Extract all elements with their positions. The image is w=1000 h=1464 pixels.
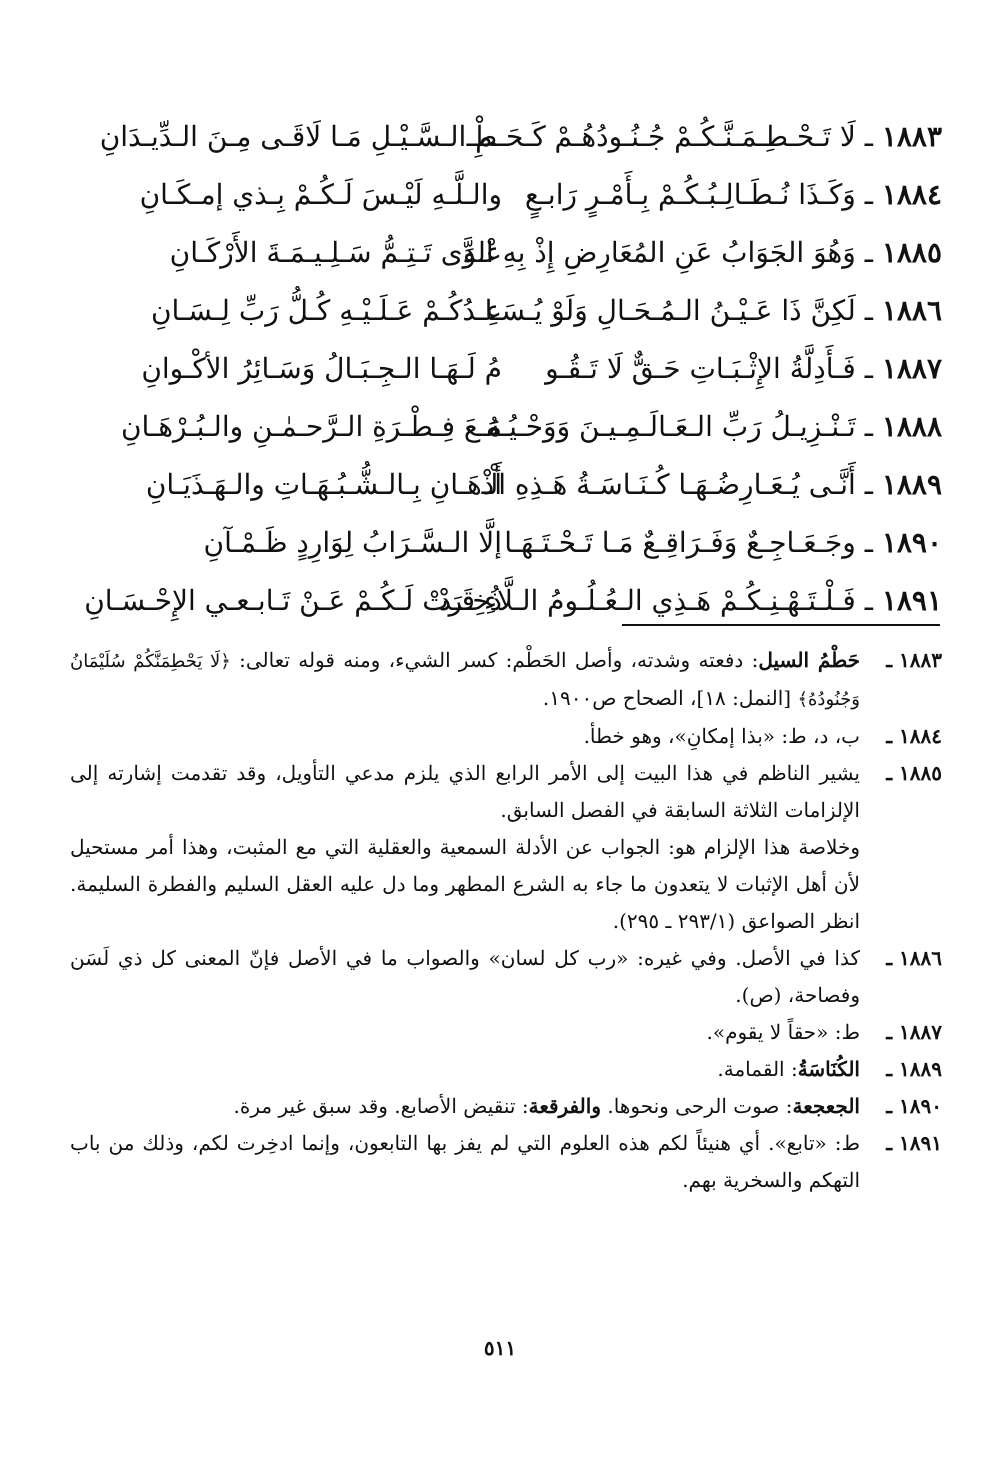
footnote-paragraph: وخلاصة هذا الإلزام هو: الجواب عن الأدلة السمعية والعقلية التي مع المثبت، وهذا أمر مستحيل لأن أهل الإثبات لا يتعدون ما جاء به الشرع المطهر وما دل عليه العقل السليم والفطرة السليمة. انظر الصواعق (٢٩٣/١ ـ ٢٩٥). <box>70 835 860 933</box>
footnote-1890 <box>70 1088 942 1125</box>
verse-first-hemistich: ١٨٨٦ ـ لَكِنَّ ذَا عَـيْـنُ الـمُـحَـالِ وَلَوْ يُـسَـا <box>484 294 942 327</box>
footnote-keyword: والفرقعة <box>528 1094 601 1118</box>
verse-first-hemistich: ١٨٨٨ ـ تَـنْـزِيـلُ رَبِّ الـعَـالَـمِـيـنَ وَوَحْـيُـهُ <box>485 410 942 443</box>
verse-1884 <box>70 166 942 224</box>
footnote-paragraph: يشير الناظم في هذا البيت إلى الأمر الرابع الذي يلزم مدعي التأويل، وقد تقدمت إشارته إلى الإلزامات الثلاثة السابقة في الفصل السابق. <box>70 761 860 822</box>
verse-text: تَـنْـزِيـلُ رَبِّ الـعَـالَـمِـيـنَ وَوَحْـيُـهُ <box>485 410 856 443</box>
footnote-text: ط: «تابع». أي هنيئاً لكم هذه العلوم التي لم يفز بها التابعون، وإنما ادخِرت لكم، وذلك من باب التهكم والسخرية بهم. <box>70 1131 860 1192</box>
verse-text: لَا تَـحْـطِـمَـنَّـكُـمْ جُـنُـودُهُـمْ كَـحَـطْـ <box>466 120 856 153</box>
footnote-keyword: حَطْمُ السيل <box>758 648 860 672</box>
verse-second-hemistich: إلَّا الـسَّـرَابُ لِوَارِدٍ ظَـمْـآنِ <box>203 526 502 559</box>
footnote-number: ١٨٨٧ ـ <box>886 1020 942 1044</box>
verse-second-hemistich: أَذْهَـانِ بِـالـشُّـبُـهَـاتِ والـهَـذَيَـانِ <box>145 468 502 501</box>
footnote-text <box>70 1088 860 1125</box>
poem-verses <box>70 108 942 630</box>
footnote-text-part: : تنقيض الأصابع. وقد سبق غير مرة. <box>233 1094 529 1118</box>
verse-1883 <box>70 108 942 166</box>
verse-number: ١٨٨٤ <box>881 178 942 211</box>
footnote-text: ب، د، ط: «بذا إمكانِ»، وهو خطأ. <box>583 724 860 748</box>
footnote-1885 <box>70 755 942 940</box>
footnote-text <box>70 642 860 718</box>
verse-second-hemistich: عْـوَى تَـتِـمُّ سَـلِـيـمَـةَ الأَرْكَـانِ <box>169 236 502 269</box>
verse-first-hemistich: ١٨٩٠ ـ وجَـعَـاجِـعٌ وَفَـرَاقِـعٌ مَـا تَـحْـتَـهَـا <box>504 526 942 559</box>
verse-1885 <box>70 224 942 282</box>
footnote-1883 <box>70 642 942 718</box>
footnote-text <box>70 755 860 940</box>
footnote-text-part: [النمل: ١٨]، الصحاح ص١٩٠٠. <box>542 686 798 710</box>
footnote-number: ١٨٨٤ ـ <box>886 724 942 748</box>
verse-text: وَهُوَ الجَوَابُ عَنِ المُعَارِضِ إِذْ بِهِ الدَّ <box>462 236 856 269</box>
verse-first-hemistich: ١٨٨٥ ـ وَهُوَ الجَوَابُ عَنِ المُعَارِضِ إِذْ بِهِ الدَّ <box>462 236 942 269</box>
footnote-number: ١٨٨٩ ـ <box>886 1057 942 1081</box>
footnote-text: ط: «حقاً لا يقوم». <box>706 1020 860 1044</box>
footnote-number: ١٨٩٠ ـ <box>886 1094 942 1118</box>
footnote-1884 <box>70 718 942 755</box>
verse-first-hemistich: ١٨٨٩ ـ أَنَّـى يُـعَـارِضُـهَـا كُـنَـاسَـةُ هَـذِهِ الْـ <box>481 468 942 501</box>
quran-quote: ﴿لَا يَحْطِمَنَّكُمْ سُلَيْمَانُ وَجُنُودُهُ﴾ <box>70 651 860 710</box>
verse-1891 <box>70 572 942 630</box>
footnote-1891 <box>70 1125 942 1199</box>
verse-number: ١٨٩٠ <box>881 526 942 559</box>
verse-first-hemistich: ١٨٩١ ـ فَـلْـتَـهْـنِـكُـمْ هَـذِي الـعُـلُـومُ الـلَّاءِ قَـدْ <box>438 584 942 617</box>
verse-first-hemistich: ١٨٨٤ ـ وَكَـذَا نُـطَـالِـبُـكُـمْ بِـأَمْـرٍ رَابـعٍ <box>524 178 942 211</box>
verse-second-hemistich: والـلَّـهِ لَيْـسَ لَـكُـمْ بِـذي إمـكَـانِ <box>139 178 502 211</box>
verse-text: لَكِنَّ ذَا عَـيْـنُ الـمُـحَـالِ وَلَوْ يُـسَـا <box>484 294 856 327</box>
footnote-1887 <box>70 1014 942 1051</box>
verse-1889 <box>70 456 942 514</box>
verse-text: فَـلْـتَـهْـنِـكُـمْ هَـذِي الـعُـلُـومُ الـلَّاءِ قَـدْ <box>438 584 856 617</box>
footnote-number: ١٨٩١ ـ <box>886 1131 942 1155</box>
verse-1888 <box>70 398 942 456</box>
footnote-text-part: : دفعته وشدته، وأصل الحَطْم: كسر الشيء، ومنه قوله تعالى: <box>239 648 759 672</box>
verse-1886 <box>70 282 942 340</box>
verse-text: وَكَـذَا نُـطَـالِـبُـكُـمْ بِـأَمْـرٍ رَابـعٍ <box>524 178 856 211</box>
verse-second-hemistich: مُ لَـهَـا الـجِـبَـالُ وَسَـائِرُ الأكْـوانِ <box>141 352 502 385</box>
verse-number: ١٨٨٣ <box>881 120 942 153</box>
footnote-text <box>70 1051 860 1088</box>
verse-second-hemistich: مَـعَ فِـطْـرَةِ الـرَّحـمٰـنِ والـبُـرْهَـانِ <box>120 410 502 443</box>
verse-1890 <box>70 514 942 572</box>
verse-first-hemistich: ١٨٨٣ ـ لَا تَـحْـطِـمَـنَّـكُـمْ جُـنُـودُهُـمْ كَـحَـطْـ <box>466 120 942 153</box>
footnote-text: كذا في الأصل. وفي غيره: «رب كل لسان» والصواب ما في الأصل فإنّ المعنى كل ذي لَسَن وفصاحة، (ص). <box>70 946 860 1007</box>
verse-text: فَـأَدِلَّةُ الإِثْـبَـاتِ حَـقٌّ لَا تَـقُـو <box>545 352 856 385</box>
footnote-separator <box>622 624 940 626</box>
footnote-1886 <box>70 940 942 1014</box>
verse-number: ١٨٩١ <box>881 584 942 617</box>
verse-second-hemistich: عِـدُكُـمْ عَـلَـيْـهِ كُـلُّ رَبِّ لِـسَـانِ <box>150 294 502 327</box>
footnote-keyword: الكُنَاسَةُ <box>797 1057 860 1081</box>
verse-text: وجَـعَـاجِـعٌ وَفَـرَاقِـعٌ مَـا تَـحْـتَـهَـا <box>504 526 856 559</box>
verse-number: ١٨٨٧ <box>881 352 942 385</box>
footnote-number: ١٨٨٦ ـ <box>886 946 942 970</box>
footnote-keyword: الجعجعة <box>792 1094 860 1118</box>
verse-second-hemistich: ـمِ الـسَّـيْـلِ مَـا لَاقَـى مِـنَ الـدِّيـدَانِ <box>99 120 502 153</box>
verse-number: ١٨٨٩ <box>881 468 942 501</box>
verse-second-hemistich: ذُخِـرَتْ لَـكُـمْ عَـنْ تَـابـعـي الإِحْـسَـانِ <box>84 584 502 617</box>
footnotes <box>70 642 942 1199</box>
verse-number: ١٨٨٨ <box>881 410 942 443</box>
footnote-text-part: : القمامة. <box>717 1057 798 1081</box>
footnote-number: ١٨٨٣ ـ <box>886 648 942 672</box>
footnote-text-part: : صوت الرحى ونحوها. <box>601 1094 793 1118</box>
footnote-number: ١٨٨٥ ـ <box>886 761 942 785</box>
verse-1887 <box>70 340 942 398</box>
page-number: ٥١١ <box>483 1336 517 1360</box>
verse-number: ١٨٨٦ <box>881 294 942 327</box>
footnote-1889 <box>70 1051 942 1088</box>
verse-text: أَنَّـى يُـعَـارِضُـهَـا كُـنَـاسَـةُ هَـذِهِ الْـ <box>481 468 856 501</box>
verse-number: ١٨٨٥ <box>881 236 942 269</box>
verse-first-hemistich: ١٨٨٧ ـ فَـأَدِلَّةُ الإِثْـبَـاتِ حَـقٌّ لَا تَـقُـو <box>545 352 942 385</box>
